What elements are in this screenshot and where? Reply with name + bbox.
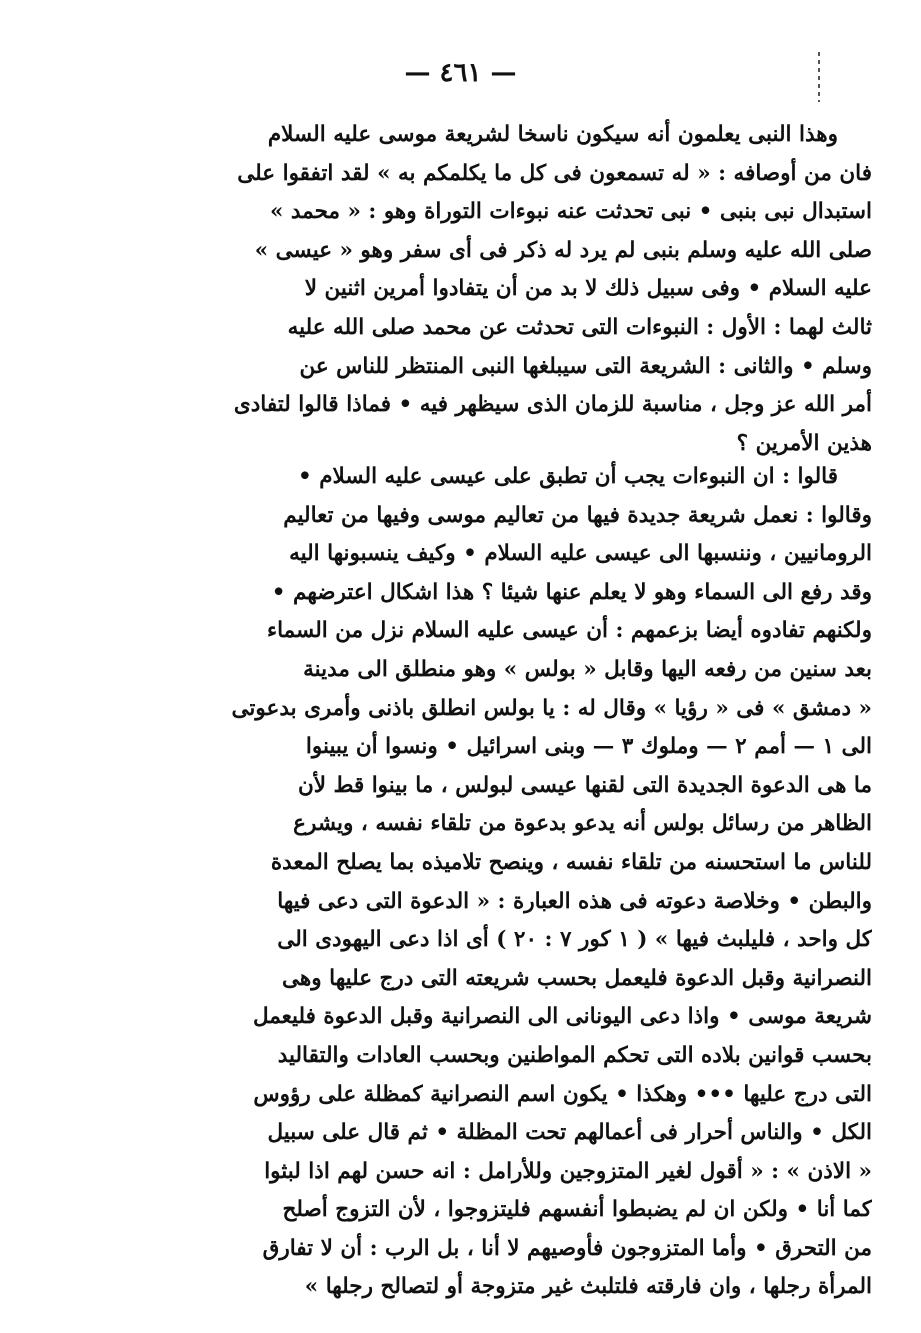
- text-line: ولكنهم تفادوه أيضا بزعمهم : أن عيسى عليه السلام نزل من السماء: [266, 618, 872, 644]
- paragraph-1: [152, 116, 872, 463]
- text-line: وقالوا : نعمل شريعة جديدة فيها من تعاليم موسى وفيها من تعاليم: [283, 502, 872, 528]
- text-line: أمر الله عز وجل ، مناسبة للزمان الذى سيظهر فيه • فماذا قالوا لتفادى: [233, 392, 872, 418]
- text-line: بعد سنين من رفعه اليها وقابل « بولس » وهو منطلق الى مدينة: [303, 656, 872, 682]
- text-line: « دمشق » فى « رؤيا » وقال له : يا بولس انطلق باذنى وأمرى بدعوتى: [231, 695, 872, 721]
- text-line: للناس ما استحسنه من تلقاء نفسه ، وينصح تلاميذه بما يصلح المعدة: [270, 849, 872, 875]
- text-line: كل واحد ، فليلبث فيها » ( ١ كور ٧ : ٢٠ ) أى اذا دعى اليهودى الى: [277, 927, 872, 953]
- text-line: صلى الله عليه وسلم بنبى لم يرد له ذكر فى أى سفر وهو « عيسى »: [254, 237, 872, 263]
- paragraph-2: [152, 458, 872, 1307]
- text-line: الرومانيين ، وننسبها الى عيسى عليه السلام • وكيف ينسبونها اليه: [289, 541, 872, 567]
- page-number: — ٤٦١ —: [404, 58, 517, 88]
- text-line: هذين الأمرين ؟: [736, 430, 872, 456]
- text-line: قالوا : ان النبوءات يجب أن تطبق على عيسى عليه السلام •: [297, 464, 838, 489]
- text-line: كما أنا • ولكن ان لم يضبطوا أنفسهم فليتزوجوا ، لأن التزوج أصلح: [282, 1197, 872, 1223]
- text-line: الظاهر من رسائل بولس أنه يدعو بدعوة من تلقاء نفسه ، ويشرع: [293, 811, 872, 837]
- text-line: « الاذن » : « أقول لغير المتزوجين وللأرامل : انه حسن لهم اذا لبثوا: [264, 1158, 872, 1184]
- text-line: وقد رفع الى السماء وهو لا يعلم عنها شيئا ؟ هذا اشكال اعترضهم •: [271, 579, 872, 605]
- text-line: من التحرق • وأما المتزوجون فأوصيهم لا أنا ، بل الرب : أن لا تفارق: [262, 1235, 872, 1261]
- text-line: عليه السلام • وفى سبيل ذلك لا بد من أن يتفادوا أمرين اثنين لا: [304, 276, 872, 302]
- text-line: الى ١ — أمم ٢ — وملوك ٣ — وبنى اسرائيل • ونسوا أن يبينوا: [305, 734, 872, 760]
- text-line: ما هى الدعوة الجديدة التى لقنها عيسى لبولس ، ما بينوا قط لأن: [298, 772, 872, 798]
- text-line: شريعة موسى • واذا دعى اليونانى الى النصرانية وقبل الدعوة فليعمل: [252, 1004, 872, 1030]
- text-line: النصرانية وقبل الدعوة فليعمل بحسب شريعته التى درج عليها وهى: [282, 965, 872, 991]
- text-line: المرأة رجلها ، وان فارقته فلتلبث غير متزوجة أو لتصالح رجلها »: [304, 1274, 872, 1300]
- text-line: وهذا النبى يعلمون أنه سيكون ناسخا لشريعة موسى عليه السلام: [267, 122, 838, 147]
- text-line: الكل • والناس أحرار فى أعمالهم تحت المظلة • ثم قال على سبيل: [267, 1120, 872, 1146]
- text-line: استبدال نبى بنبى • نبى تحدثت عنه نبوءات التوراة وهو : « محمد »: [269, 199, 872, 225]
- text-line: التى درج عليها ••• وهكذا • يكون اسم النصرانية كمظلة على رؤوس: [253, 1081, 872, 1107]
- text-line: والبطن • وخلاصة دعوته فى هذه العبارة : « الدعوة التى دعى فيها: [277, 888, 872, 914]
- text-line: بحسب قوانين بلاده التى تحكم المواطنين وبحسب العادات والتقاليد: [277, 1042, 872, 1068]
- text-line: وسلم • والثانى : الشريعة التى سيبلغها النبى المنتظر للناس عن: [299, 353, 872, 379]
- text-line: ثالث لهما : الأول : النبوءات التى تحدثت عن محمد صلى الله عليه: [287, 314, 872, 340]
- text-line: فان من أوصافه : « له تسمعون فى كل ما يكلمكم به » لقد اتفقوا على: [237, 160, 872, 186]
